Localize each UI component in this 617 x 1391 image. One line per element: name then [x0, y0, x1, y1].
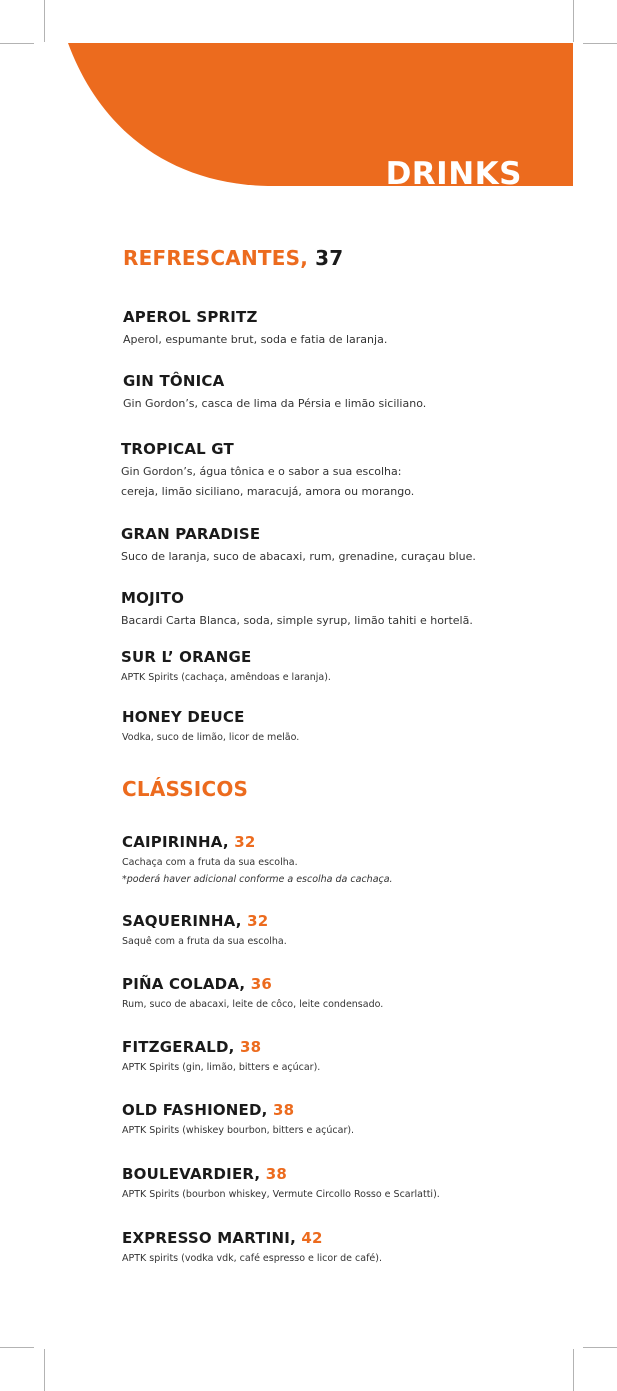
- crop-mark: [573, 1349, 574, 1391]
- item-price: 36: [250, 975, 273, 993]
- item-note: *poderá haver adicional conforme a escolha da cachaça.: [122, 874, 393, 885]
- menu-item: [123, 371, 543, 413]
- crop-mark: [44, 1349, 45, 1391]
- item-name-label: CAIPIRINHA,: [122, 833, 229, 851]
- crop-mark: [583, 1347, 617, 1348]
- item-name: [122, 1228, 542, 1248]
- item-description: APTK Spirits (gin, limão, bitters e açúcar).: [122, 1062, 321, 1073]
- item-name: [122, 911, 542, 931]
- item-description: Rum, suco de abacaxi, leite de côco, leite condensado.: [122, 999, 384, 1010]
- item-description: Bacardi Carta Blanca, soda, simple syrup, limão tahiti e hortelã.: [121, 614, 473, 627]
- item-price: 32: [234, 833, 256, 851]
- item-name: MOJITO: [121, 589, 185, 607]
- item-name: GIN TÔNICA: [123, 372, 225, 390]
- item-name-label: OLD FASHIONED,: [122, 1101, 268, 1119]
- menu-item: [122, 1037, 542, 1076]
- page-title: DRINKS: [385, 156, 522, 192]
- item-description: Gin Gordon’s, água tônica e o sabor a sua escolha:: [121, 465, 402, 478]
- item-name: [122, 974, 542, 994]
- item-price: 38: [273, 1101, 295, 1119]
- menu-item: [122, 707, 542, 746]
- section-price: 37: [315, 246, 344, 270]
- menu-item: [122, 832, 542, 888]
- item-description-line2: cereja, limão siciliano, maracujá, amora ou morango.: [121, 485, 415, 498]
- item-name: SUR L’ ORANGE: [121, 648, 252, 666]
- menu-item: [122, 1164, 542, 1203]
- menu-item: [122, 911, 542, 950]
- item-name-label: EXPRESSO MARTINI,: [122, 1229, 296, 1247]
- item-name-label: BOULEVARDIER,: [122, 1165, 261, 1183]
- menu-item: [122, 1228, 542, 1267]
- banner-shape: [0, 0, 617, 200]
- menu-item: [121, 524, 541, 566]
- menu-item: [121, 588, 541, 630]
- item-description: APTK Spirits (cachaça, amêndoas e laranja).: [121, 672, 331, 683]
- item-name-label: FITZGERALD,: [122, 1038, 235, 1056]
- header-banner: [0, 0, 617, 200]
- item-name: HONEY DEUCE: [122, 708, 245, 726]
- item-description: Gin Gordon’s, casca de lima da Pérsia e limão siciliano.: [123, 397, 427, 410]
- item-description: APTK spirits (vodka vdk, café espresso e licor de café).: [122, 1253, 382, 1264]
- item-description: APTK Spirits (bourbon whiskey, Vermute Circollo Rosso e Scarlatti).: [122, 1189, 440, 1200]
- item-name: [122, 1164, 542, 1184]
- item-description: Cachaça com a fruta da sua escolha.: [122, 857, 298, 868]
- item-name: [122, 1100, 542, 1120]
- item-price: 42: [301, 1229, 323, 1247]
- item-name: GRAN PARADISE: [121, 525, 261, 543]
- section-title-label: REFRESCANTES,: [123, 246, 308, 270]
- section-title-classicos: CLÁSSICOS: [122, 777, 249, 801]
- item-description: APTK Spirits (whiskey bourbon, bitters e açúcar).: [122, 1125, 355, 1136]
- item-description: Vodka, suco de limão, licor de melão.: [122, 732, 300, 743]
- item-price: 38: [240, 1038, 262, 1056]
- section-title-refrescantes: [123, 246, 343, 270]
- item-description: Suco de laranja, suco de abacaxi, rum, grenadine, curaçau blue.: [121, 550, 476, 563]
- menu-item: [122, 974, 542, 1013]
- item-description: Saquê com a fruta da sua escolha.: [122, 936, 287, 947]
- item-name: [122, 832, 542, 852]
- item-price: 38: [265, 1165, 288, 1183]
- item-name-label: PIÑA COLADA,: [122, 975, 246, 993]
- menu-item: [123, 307, 543, 349]
- menu-item: [121, 647, 541, 686]
- item-price: 32: [247, 912, 269, 930]
- crop-mark: [0, 1347, 34, 1348]
- item-name: [122, 1037, 542, 1057]
- item-description: Aperol, espumante brut, soda e fatia de laranja.: [123, 333, 388, 346]
- menu-item: [121, 439, 541, 501]
- item-name-label: SAQUERINHA,: [122, 912, 242, 930]
- item-name: APEROL SPRITZ: [123, 308, 258, 326]
- item-name: TROPICAL GT: [121, 440, 234, 458]
- menu-item: [122, 1100, 542, 1139]
